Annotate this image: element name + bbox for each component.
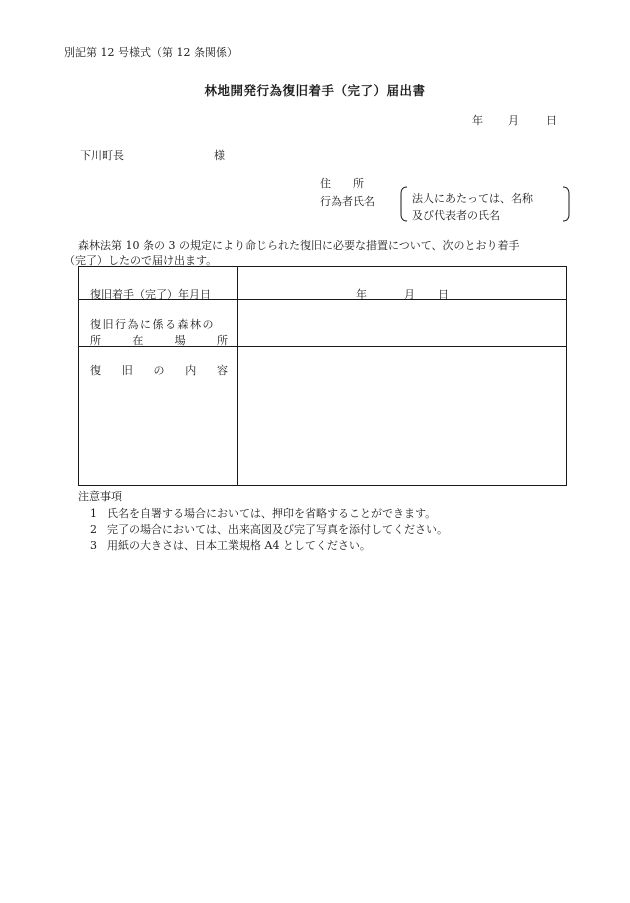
document-title: 林地開発行為復旧着手（完了）届出書 [204, 83, 426, 98]
corporate-note-line1: 法人にあたっては、名称 [412, 192, 533, 205]
note-number: 2 [90, 523, 97, 536]
start-date-month-label: 月 [404, 288, 415, 301]
note-number: 3 [90, 539, 97, 552]
date-year-label: 年 [472, 114, 483, 127]
restoration-content-char: 容 [217, 364, 228, 377]
honorific: 様 [214, 149, 225, 162]
addressee: 下川町長 [80, 149, 124, 162]
statement-line2: （完了）したので届け出ます。 [64, 254, 218, 267]
date-day-label: 日 [546, 114, 557, 127]
restoration-content-char: 旧 [121, 364, 133, 377]
note-text: 完了の場合においては、出来高図及び完了写真を添付してください。 [107, 523, 448, 536]
start-date-year-label: 年 [356, 288, 367, 301]
restoration-content-char: の [153, 364, 165, 377]
statement-line1: 森林法第 10 条の 3 の規定により命じられた復旧に必要な措置について、次のとおり着手 [78, 239, 520, 252]
restoration-content-char: 復 [90, 364, 101, 377]
note-text: 氏名を自署する場合においては、押印を省略することができます。 [107, 507, 437, 520]
date-month-label: 月 [508, 114, 519, 127]
forest-location-label-line2 [90, 332, 228, 348]
restoration-form-table [78, 266, 567, 486]
restoration-content-char: 内 [185, 364, 197, 377]
corporate-note-line2: 及び代表者の氏名 [412, 209, 500, 222]
note-text: 用紙の大きさは、日本工業規格 A4 としてください。 [107, 539, 371, 552]
applicant-name-label: 行為者氏名 [320, 195, 375, 208]
forest-location-char: 在 [132, 334, 144, 347]
note-item [90, 521, 448, 537]
forest-location-char: 所 [90, 334, 101, 347]
start-date-day-label: 日 [438, 288, 449, 301]
note-item [90, 537, 371, 553]
forest-location-char: 場 [174, 334, 186, 347]
note-item [90, 505, 436, 521]
address-label: 住 所 [320, 177, 364, 190]
form-number: 別記第 12 号様式（第 12 条関係） [64, 46, 238, 59]
note-number: 1 [90, 507, 97, 520]
restoration-content-label [90, 362, 228, 378]
forest-location-char: 所 [216, 334, 228, 347]
forest-location-label-line1: 復旧行為に係る森林の [90, 318, 215, 331]
notes-heading: 注意事項 [78, 490, 122, 503]
start-date-label: 復旧着手（完了）年月日 [90, 288, 211, 301]
